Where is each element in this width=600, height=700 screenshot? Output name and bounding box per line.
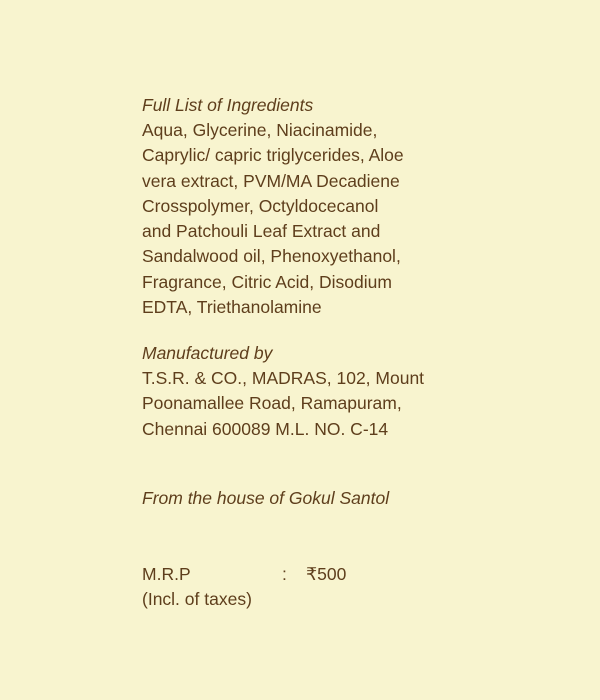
- ingredients-line: vera extract, PVM/MA Decadiene: [142, 170, 400, 191]
- mrp-section: [142, 562, 582, 612]
- ingredients-line: EDTA, Triethanolamine: [142, 297, 322, 318]
- mrp-price: ₹500: [306, 564, 347, 584]
- manufacturer-line: Poonamallee Road, Ramapuram,: [142, 393, 402, 414]
- ingredients-line: Caprylic/ capric triglycerides, Aloe: [142, 145, 404, 166]
- ingredients-section: [142, 93, 582, 320]
- ingredients-line: Crosspolymer, Octyldocecanol: [142, 195, 379, 216]
- mrp-separator: :: [282, 564, 287, 584]
- mrp-label: M.R.P: [142, 564, 191, 584]
- ingredients-line: Sandalwood oil, Phenoxyethanol,: [142, 246, 401, 267]
- ingredients-heading: Full List of Ingredients: [142, 95, 314, 115]
- brand-house-text: From the house of Gokul Santol: [142, 488, 390, 508]
- ingredients-line: and Patchouli Leaf Extract and: [142, 221, 381, 242]
- brand-house-section: [142, 486, 582, 511]
- ingredients-line: Aqua, Glycerine, Niacinamide,: [142, 120, 378, 140]
- ingredients-line: Fragrance, Citric Acid, Disodium: [142, 271, 392, 292]
- mrp-tax-note: (Incl. of taxes): [142, 589, 252, 609]
- manufacturer-heading: Manufactured by: [142, 343, 273, 363]
- manufacturer-line: T.S.R. & CO., MADRAS, 102, Mount: [142, 368, 425, 388]
- manufacturer-section: [142, 341, 582, 442]
- manufacturer-line: Chennai 600089 M.L. NO. C-14: [142, 418, 389, 439]
- mrp-row: [142, 562, 582, 587]
